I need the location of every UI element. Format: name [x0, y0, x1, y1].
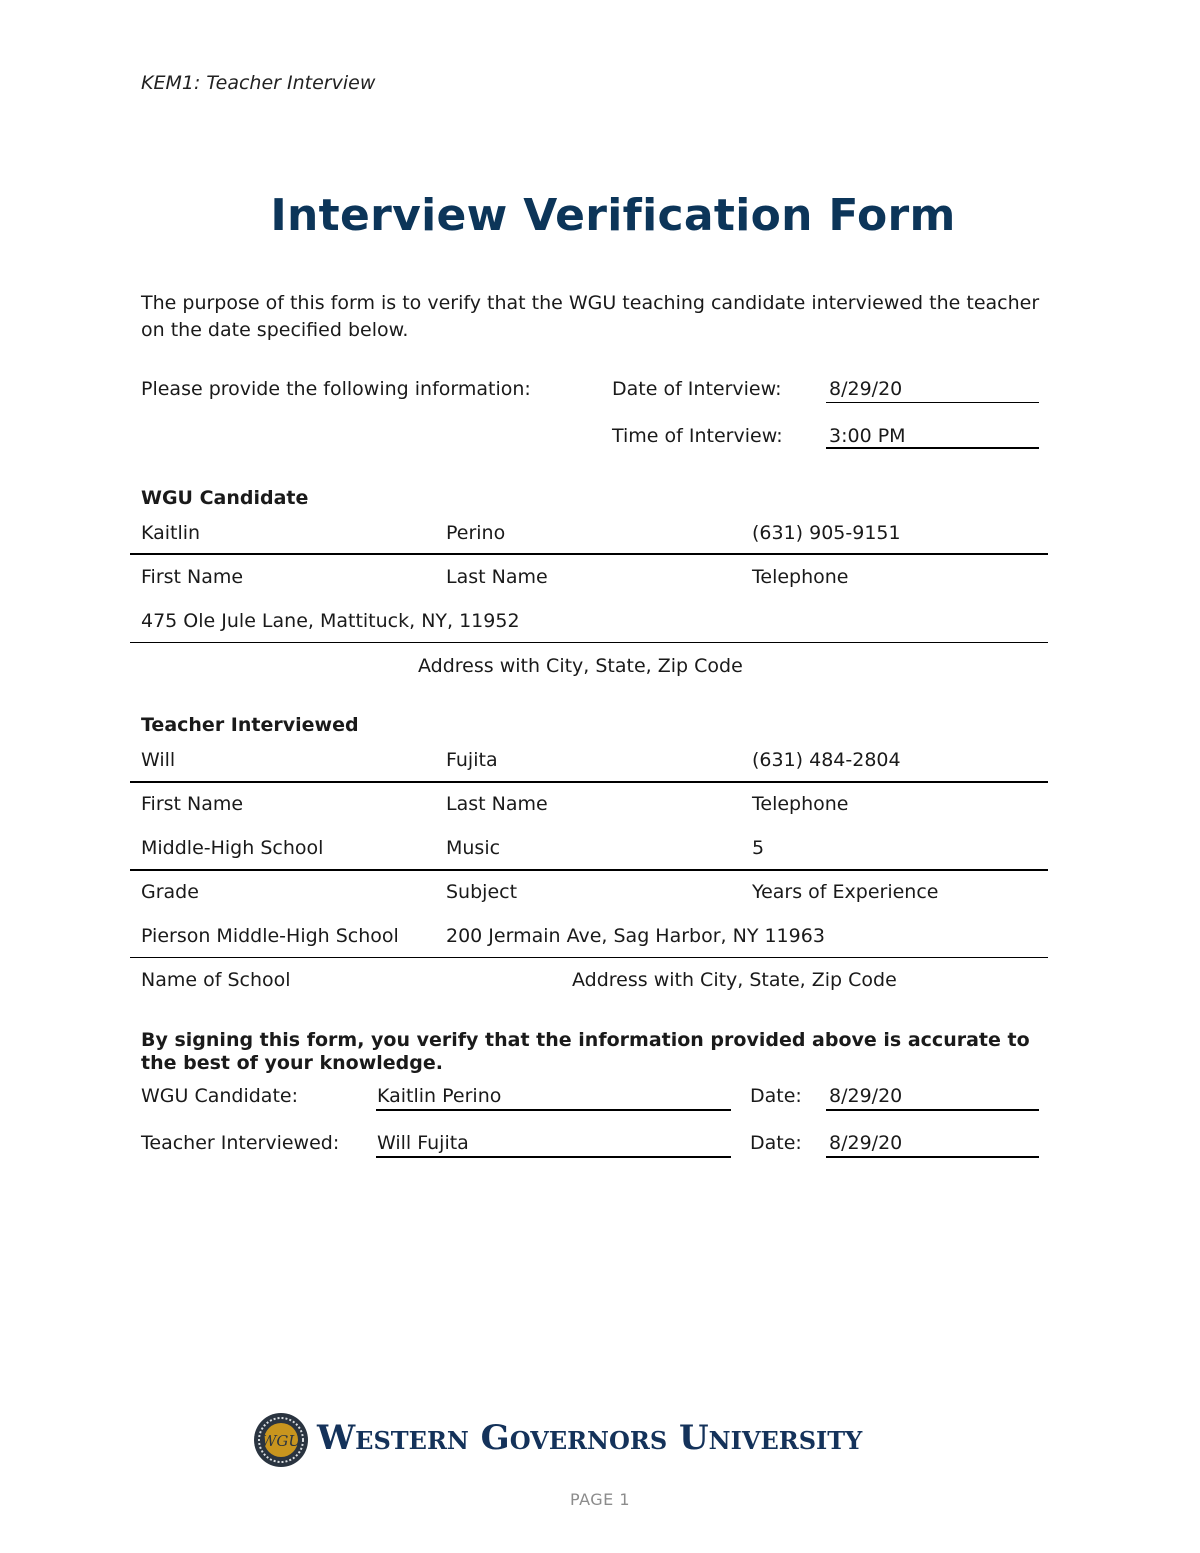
page-number: PAGE 1: [569, 1490, 631, 1509]
teacher-last-name-label: Last Name: [446, 793, 548, 815]
teacher-school-name[interactable]: Pierson Middle-High School: [141, 925, 399, 947]
teacher-subject[interactable]: Music: [446, 837, 501, 859]
intro-paragraph: The purpose of this form is to verify that the WGU teaching candidate interviewed the teacher on the date specified below.: [141, 292, 1040, 341]
teacher-subject-label: Subject: [446, 881, 518, 903]
teacher-grade-rule: [130, 869, 1048, 871]
candidate-last-name[interactable]: Perino: [446, 522, 506, 544]
teacher-telephone[interactable]: (631) 484-2804: [752, 749, 901, 771]
time-of-interview-label: Time of Interview:: [612, 425, 783, 447]
teacher-telephone-label: Telephone: [752, 793, 849, 815]
time-of-interview-underline: [826, 447, 1039, 449]
wgu-logo-text: Western Governors University: [317, 1418, 863, 1458]
candidate-address-label: Address with City, State, Zip Code: [418, 655, 743, 677]
teacher-school-address-label: Address with City, State, Zip Code: [572, 969, 897, 991]
teacher-signature-label: Teacher Interviewed:: [141, 1132, 340, 1154]
candidate-date-label: Date:: [750, 1085, 802, 1107]
page-title: Interview Verification Form: [270, 190, 956, 241]
candidate-date-underline: [826, 1109, 1039, 1111]
info-prompt: Please provide the following information:: [141, 378, 531, 400]
date-of-interview-underline: [826, 402, 1039, 403]
teacher-last-name[interactable]: Fujita: [446, 749, 498, 771]
candidate-first-name-label: First Name: [141, 566, 244, 588]
candidate-signature-label: WGU Candidate:: [141, 1085, 298, 1107]
candidate-last-name-label: Last Name: [446, 566, 548, 588]
date-of-interview-label: Date of Interview:: [612, 378, 782, 400]
candidate-address[interactable]: 475 Ole Jule Lane, Mattituck, NY, 11952: [141, 610, 520, 632]
teacher-school-label: Name of School: [141, 969, 291, 991]
document-header: KEM1: Teacher Interview: [141, 72, 376, 94]
teacher-date-underline: [826, 1156, 1039, 1158]
candidate-name-rule: [130, 553, 1048, 555]
teacher-first-name-label: First Name: [141, 793, 244, 815]
teacher-school-rule: [130, 957, 1048, 958]
teacher-grade[interactable]: Middle-High School: [141, 837, 324, 859]
candidate-address-rule: [130, 642, 1048, 643]
candidate-signature-underline: [376, 1109, 731, 1111]
date-of-interview-value[interactable]: 8/29/20: [829, 378, 903, 400]
teacher-signature-value[interactable]: Will Fujita: [377, 1132, 469, 1154]
teacher-school-address[interactable]: 200 Jermain Ave, Sag Harbor, NY 11963: [446, 925, 825, 947]
candidate-first-name[interactable]: Kaitlin: [141, 522, 201, 544]
signature-statement: By signing this form, you verify that the information provided above is accurate to the best of your knowledge.: [141, 1029, 1030, 1074]
teacher-years[interactable]: 5: [752, 837, 765, 859]
time-of-interview-value[interactable]: 3:00 PM: [829, 425, 906, 447]
teacher-date-label: Date:: [750, 1132, 802, 1154]
teacher-section-heading: Teacher Interviewed: [141, 714, 359, 736]
candidate-telephone-label: Telephone: [752, 566, 849, 588]
teacher-years-label: Years of Experience: [752, 881, 939, 903]
teacher-signature-underline: [376, 1156, 731, 1158]
wgu-logo: [253, 1410, 913, 1470]
teacher-date-value[interactable]: 8/29/20: [829, 1132, 903, 1154]
candidate-signature-value[interactable]: Kaitlin Perino: [377, 1085, 502, 1107]
teacher-name-rule: [130, 781, 1048, 783]
teacher-grade-label: Grade: [141, 881, 199, 903]
candidate-date-value[interactable]: 8/29/20: [829, 1085, 903, 1107]
teacher-first-name[interactable]: Will: [141, 749, 176, 771]
candidate-telephone[interactable]: (631) 905-9151: [752, 522, 901, 544]
candidate-section-heading: WGU Candidate: [141, 487, 309, 509]
wgu-seal-text: WGU: [260, 1432, 302, 1450]
